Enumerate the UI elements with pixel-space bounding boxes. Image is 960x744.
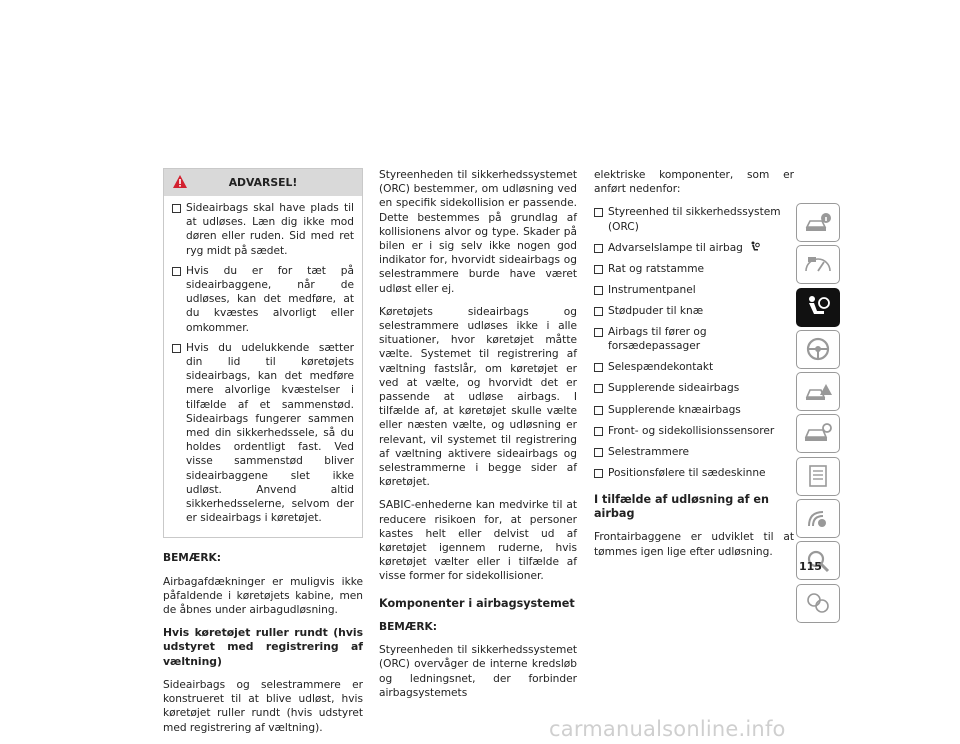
checkbox-bullet-icon — [594, 384, 603, 393]
checkbox-bullet-icon — [594, 286, 603, 295]
orc-paragraph: Styreenheden til sikkerhedssystemet (ORC) bestemmer, om udløsning ved en specifik sidekollision er passende. Dette bestemmes på grundlag af kollisionens alvor og type. Skader på bilen er i sig selv ikke nogen god indikator for, hvorvidt sideairbags og selestrammere burde have været udløst eller ej. — [379, 169, 577, 295]
tab-car-info[interactable] — [796, 203, 840, 242]
multimedia-icon — [803, 506, 833, 532]
column-middle — [379, 168, 577, 709]
list-item: Airbags til fører og forsædepassager — [594, 325, 794, 353]
dashboard-lights-icon — [803, 253, 833, 277]
checkbox-bullet-icon — [594, 406, 603, 415]
language-icon — [803, 590, 833, 616]
warning-item: Hvis du er for tæt på sideairbaggene, når de udløses, kan det medføre, at du kvæstes alvorligt eller omkommer. — [172, 264, 354, 335]
list-item: Positionsfølere til sædeskinne — [594, 466, 794, 480]
deployment-heading: I tilfælde af udløsning af en airbag — [594, 493, 769, 521]
tab-starting-operating[interactable] — [796, 330, 840, 369]
list-item: Stødpuder til knæ — [594, 304, 794, 318]
watermark: carmanualsonline.info — [549, 717, 786, 741]
warning-list — [164, 196, 362, 537]
car-service-icon — [803, 422, 833, 446]
checkbox-bullet-icon — [594, 307, 603, 316]
note-label: BEMÆRK: — [163, 552, 221, 565]
warning-box — [163, 168, 363, 538]
list-item: Supplerende sideairbags — [594, 381, 794, 395]
tab-service[interactable] — [796, 414, 840, 453]
airbag-warning-lamp-icon — [750, 241, 760, 252]
rollover-detection-paragraph: Køretøjets sideairbags og selestrammere udløses ikke i alle situationer, hvor køretøjet måtte vælte. Systemet til registrering af væltning fastslår, om køretøjet er ved at vælte, og hvorvidt det er passende at udløse airbags. I tilfælde af, at køretøjet skulle vælte eller næsten vælte, og udløsning er relevant, vil systemet til registrering af væltning aktivere sideairbags og selestrammerne i begge sider af køretøjet. — [379, 305, 577, 489]
checkbox-bullet-icon — [172, 204, 181, 213]
airbag-seat-icon — [803, 294, 833, 320]
checkbox-bullet-icon — [172, 344, 181, 353]
rollover-heading: Hvis køretøjet ruller rundt (hvis udstyret med registrering af væltning) — [163, 626, 363, 668]
tab-multimedia[interactable] — [796, 499, 840, 538]
list-item: Instrumentpanel — [594, 283, 794, 297]
sabic-paragraph: SABIC-enhederne kan medvirke til at reducere risikoen for, at personer kastes helt eller delvist ud af køretøjet igennem ruderne, hvis køretøjet vælter eller i tilfælde af visse former for sidekollisioner. — [379, 499, 577, 583]
warning-header — [164, 169, 362, 196]
warning-title: ADVARSEL! — [228, 176, 298, 189]
checkbox-bullet-icon — [594, 208, 603, 217]
car-info-icon — [803, 211, 833, 235]
tab-safety[interactable] — [796, 288, 840, 327]
list-item: Front- og sidekollisionssensorer — [594, 424, 794, 438]
warning-item: Sideairbags skal have plads til at udløses. Læn dig ikke mod døren eller ruden. Sid med ret ryg midt på sædet. — [172, 201, 354, 258]
note-text: Styreenheden til sikkerhedssystemet (ORC) overvåger de interne kredsløb og ledningsnet, der forbinder airbagsystemets — [379, 644, 577, 699]
list-item: Rat og ratstamme — [594, 262, 794, 276]
tab-language[interactable] — [796, 584, 840, 623]
page-number: 115 — [799, 560, 822, 573]
column-left — [163, 168, 363, 744]
tab-dashboard-lights[interactable] — [796, 245, 840, 284]
checkbox-bullet-icon — [594, 265, 603, 274]
checkbox-bullet-icon — [594, 363, 603, 372]
note-text: Airbagafdækninger er muligvis ikke påfaldende i køretøjets kabine, men de åbnes under airbagudløsning. — [163, 575, 363, 617]
tab-emergency[interactable] — [796, 372, 840, 411]
list-item: Selespændekontakt — [594, 360, 794, 374]
tab-maintenance[interactable] — [796, 457, 840, 496]
components-heading: Komponenter i airbagsystemet — [379, 596, 575, 610]
checkbox-bullet-icon — [172, 267, 181, 276]
car-emergency-icon — [803, 380, 833, 404]
list-item: Selestrammere — [594, 445, 794, 459]
checkbox-bullet-icon — [594, 328, 603, 337]
checkbox-bullet-icon — [594, 244, 603, 253]
warning-item: Hvis du udelukkende sætter din lid til køretøjets sideairbags, kan det medføre mere alvorlige kvæstelser i tilfælde af et sammenstød. Sideairbags fungerer sammen med din sikkerhedssele, så du holdes ordentligt fast. Ved visse sammenstød bliver sideairbaggene slet ikke udløst. Anvend altid sikkerhedsselerne, selvom der er sideairbags i køretøjet. — [172, 341, 354, 526]
column-right — [594, 168, 794, 568]
list-item: Styreenhed til sikkerhedssystem (ORC) — [594, 205, 794, 233]
components-list — [594, 205, 794, 480]
maintenance-list-icon — [803, 463, 833, 489]
deployment-paragraph: Frontairbaggene er udviklet til at tømmes igen lige efter udløsning. — [594, 531, 794, 558]
list-item: Supplerende knæairbags — [594, 403, 794, 417]
checkbox-bullet-icon — [594, 469, 603, 478]
list-item: Advarselslampe til airbag — [594, 241, 794, 255]
checkbox-bullet-icon — [594, 427, 603, 436]
rollover-paragraph: Sideairbags og selestrammere er konstrueret til at blive udløst, hvis køretøjet ruller rundt (hvis udstyret med registrering af væltning). — [163, 678, 363, 734]
checkbox-bullet-icon — [594, 448, 603, 457]
steering-wheel-icon — [803, 336, 833, 362]
note-label: BEMÆRK: — [379, 620, 437, 633]
components-intro: elektriske komponenter, som er anført nedenfor: — [594, 169, 794, 196]
